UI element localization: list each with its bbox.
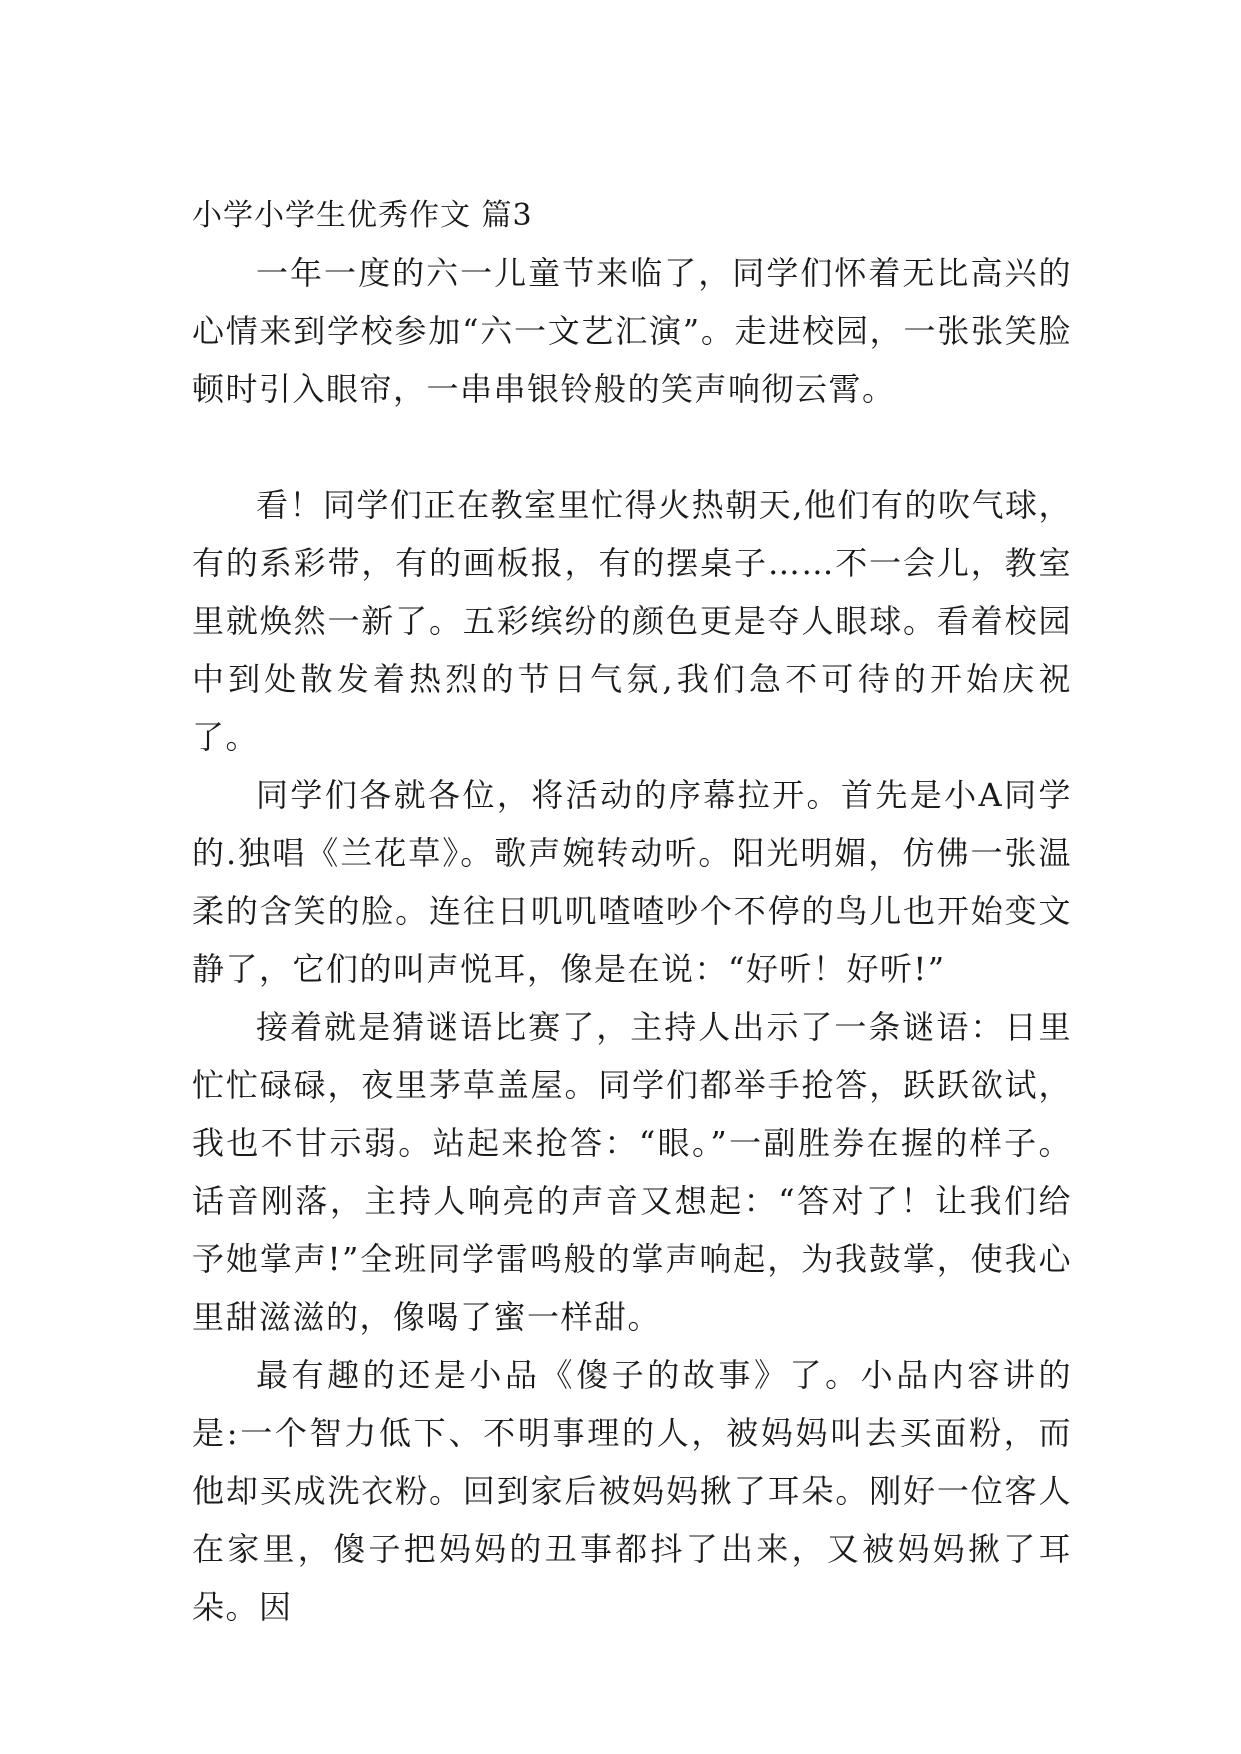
paragraph-3: 同学们各就各位，将活动的序幕拉开。首先是小A同学的.独唱《兰花草》。歌声婉转动听。阳光明媚，仿佛一张温柔的含笑的脸。连往日叽叽喳喳吵个不停的鸟儿也开始变文静了，它们的叫声悦耳，像是在说：“好听！好听!” [192,776,1072,988]
essay-body [192,188,1072,1636]
paragraph-4: 接着就是猜谜语比赛了，主持人出示了一条谜语：日里忙忙碌碌，夜里茅草盖屋。同学们都举手抢答，跃跃欲试，我也不甘示弱。站起来抢答：“眼。”一副胜券在握的样子。话音刚落，主持人响亮的声音又想起：“答对了！让我们给予她掌声!”全班同学雷鸣般的掌声响起，为我鼓掌，使我心里甜滋滋的，像喝了蜜一样甜。 [192,1008,1072,1336]
paragraph-5: 最有趣的还是小品《傻子的故事》了。小品内容讲的是:一个智力低下、不明事理的人，被妈妈叫去买面粉，而他却买成洗衣粉。回到家后被妈妈揪了耳朵。刚好一位客人在家里，傻子把妈妈的丑事都抖了出来，又被妈妈揪了耳朵。因 [192,1356,1072,1626]
paragraph-2: 看！同学们正在教室里忙得火热朝天,他们有的吹气球，有的系彩带，有的画板报，有的摆桌子……不一会儿，教室里就焕然一新了。五彩缤纷的颜色更是夺人眼球。看着校园中到处散发着热烈的节日气氛,我们急不可待的开始庆祝了。 [192,486,1072,756]
paragraph-1: 一年一度的六一儿童节来临了，同学们怀着无比高兴的心情来到学校参加“六一文艺汇演”。走进校园，一张张笑脸顿时引入眼帘，一串串银铃般的笑声响彻云霄。 [192,254,1072,408]
essay-title: 小学小学生优秀作文 篇3 [192,198,533,233]
paragraph-gap [192,418,1072,476]
